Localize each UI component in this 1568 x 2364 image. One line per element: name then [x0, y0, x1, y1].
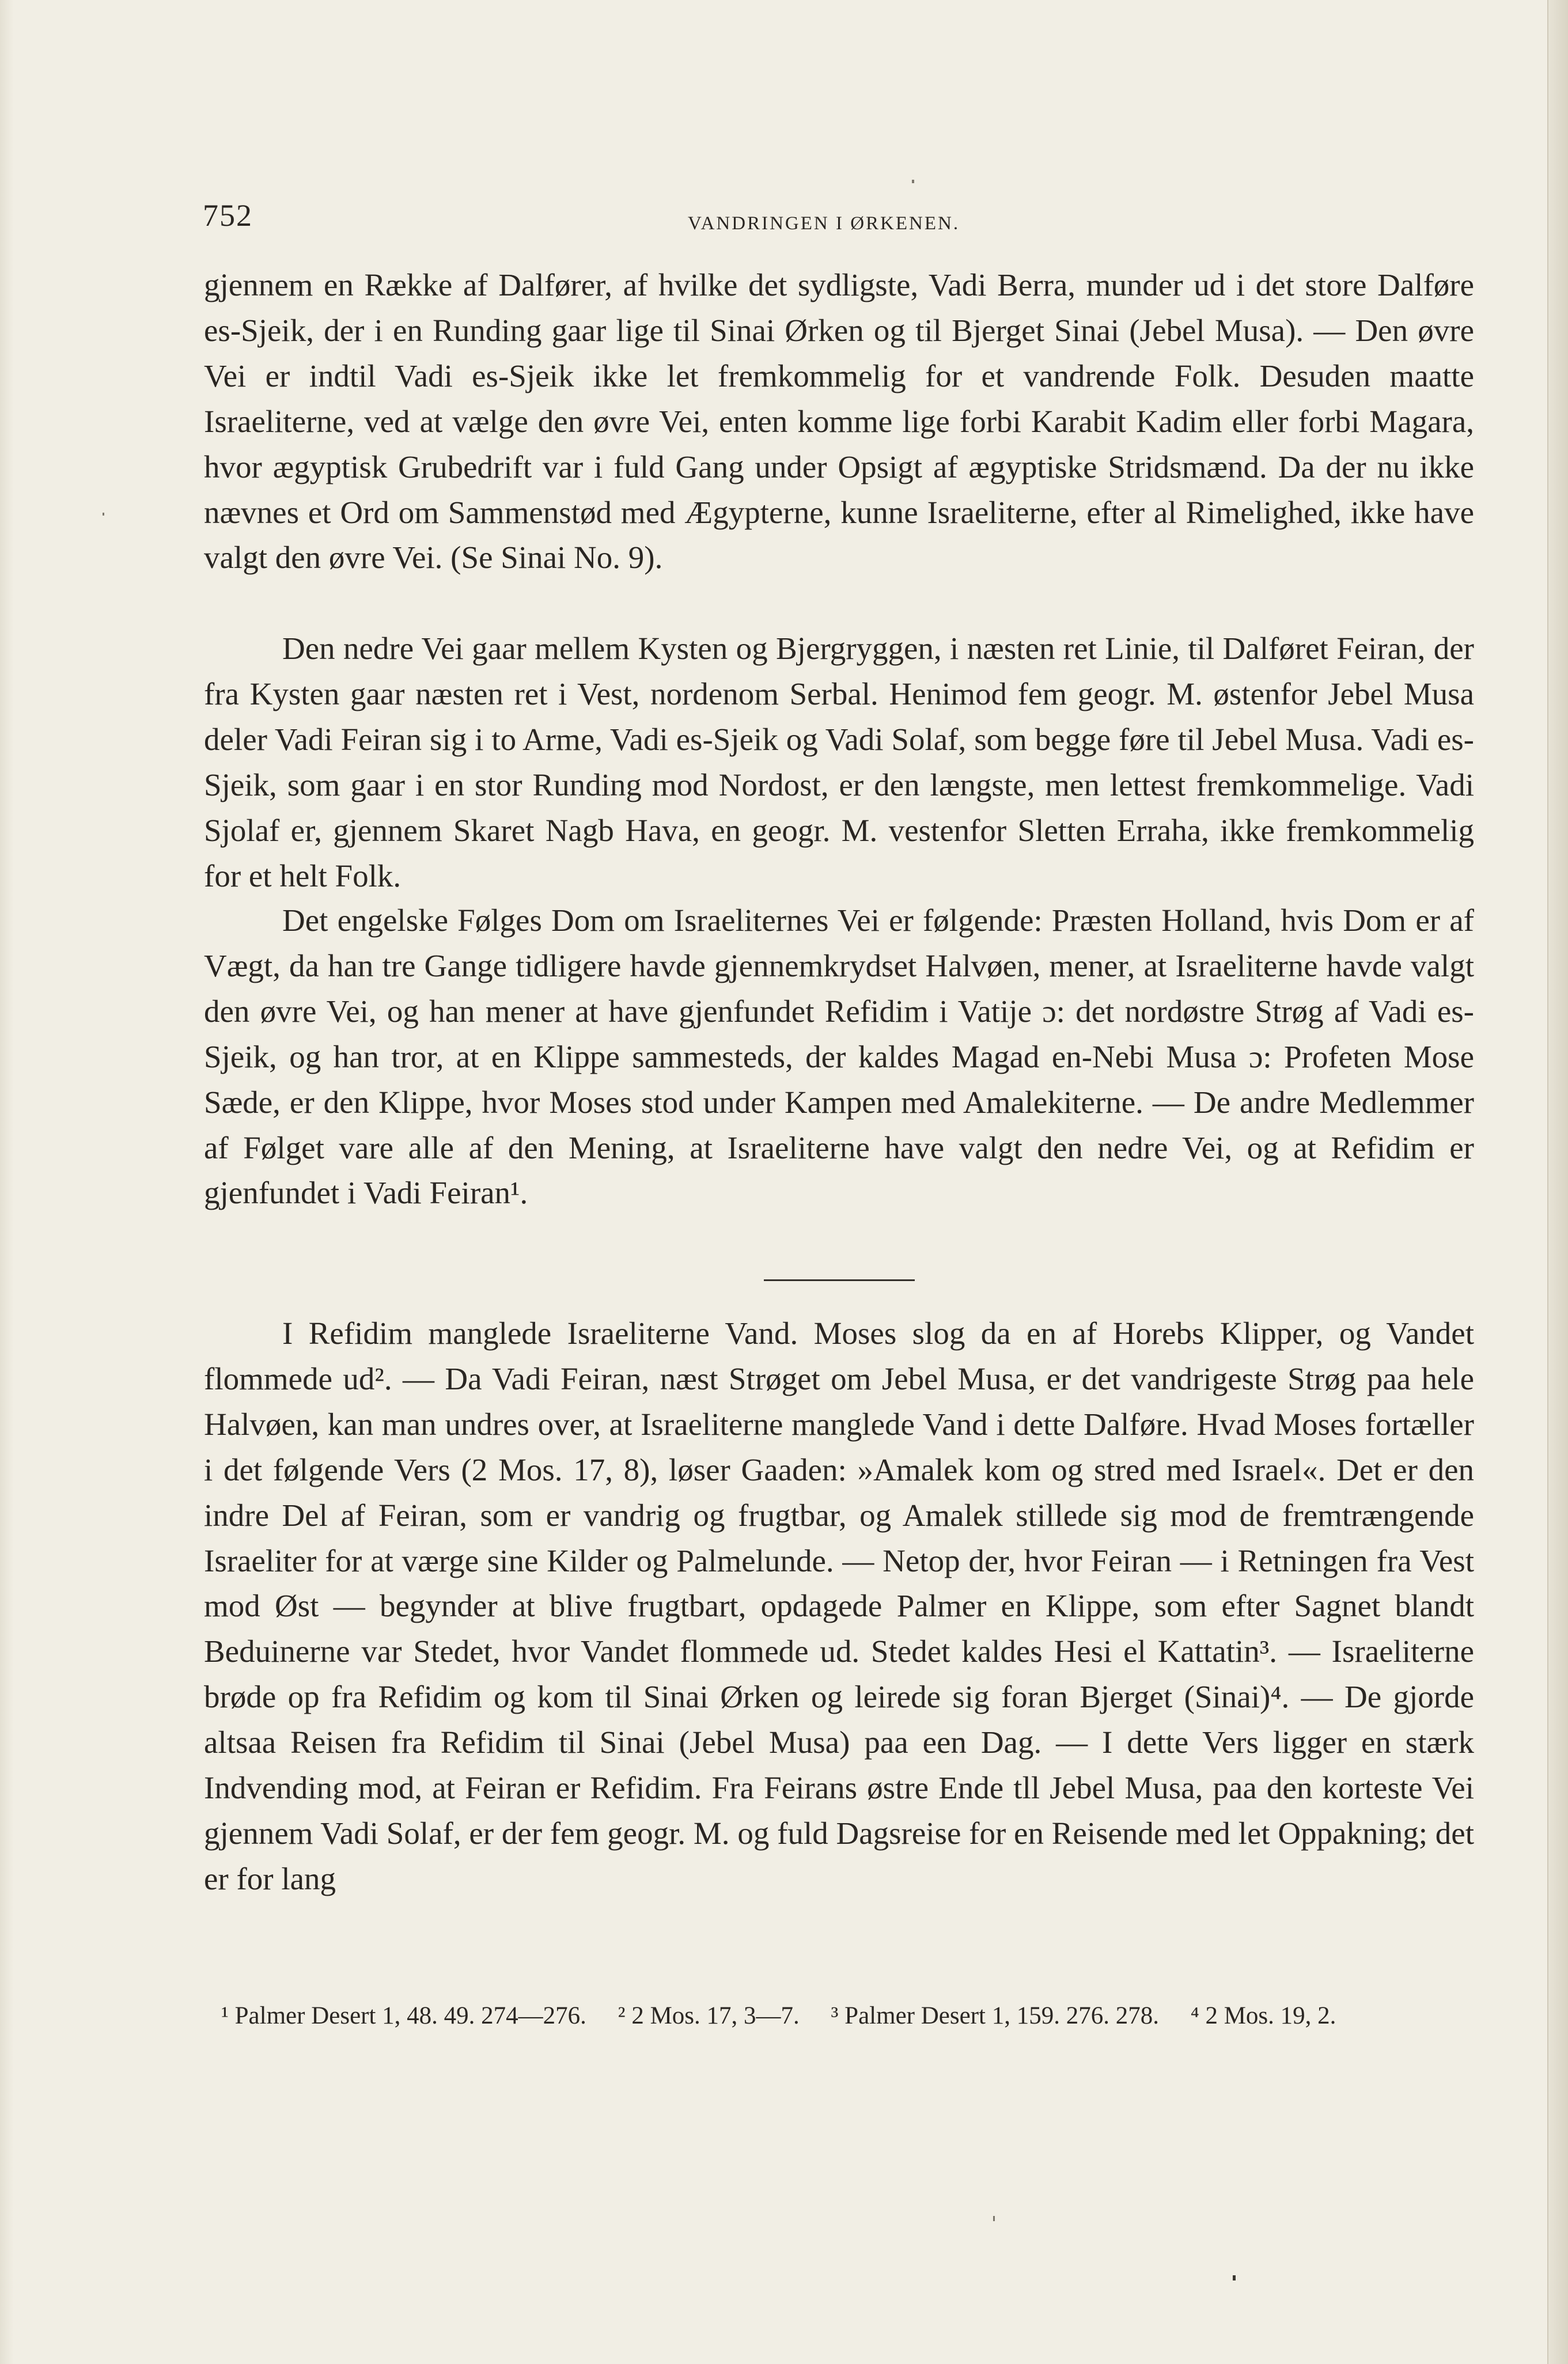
section-divider [764, 1279, 915, 1281]
footnotes [221, 1999, 1471, 2033]
running-title: VANDRINGEN I ØRKENEN. [688, 213, 960, 234]
footnote-2: ² 2 Mos. 17, 3—7. [618, 2002, 800, 2029]
page-left-shadow [0, 0, 14, 2364]
running-header [203, 194, 1482, 245]
page-right-edge [1547, 0, 1568, 2364]
paragraph-2: Den nedre Vei gaar mellem Kysten og Bjergryggen, i næsten ret Linie, til Dalføret Feiran, der fra Kysten gaar næsten ret i Vest, nordenom Serbal. Henimod fem geogr. M. østenfor Jebel Musa deler Vadi Feiran sig i to Arme, Vadi es-Sjeik og Vadi Solaf, som begge føre til Jebel Musa. Vadi es-Sjeik, som gaar i en stor Runding mod Nordost, er den længste, men lettest fremkommelige. Vadi Sjolaf er, gjennem Skaret Nagb Hava, en geogr. M. vestenfor Sletten Erraha, ikke fremkommelig for et helt Folk. [204, 631, 1474, 893]
footnote-1: ¹ Palmer Desert 1, 48. 49. 274—276. [221, 2002, 586, 2029]
paper-speck [912, 180, 914, 183]
paper-speck [103, 513, 104, 516]
paragraph-4: I Refidim manglede Israeliterne Vand. Moses slog da en af Horebs Klipper, og Vandet flommede ud². — Da Vadi Feiran, næst Strøget om Jebel Musa, er det vandrigeste Strøg paa hele Halvøen, kan man undres over, at Israeliterne manglede Vand i dette Dalføre. Hvad Moses fortæller i det følgende Vers (2 Mos. 17, 8), løser Gaaden: »Amalek kom og stred med Israel«. Det er den indre Del af Feiran, som er vandrig og frugtbar, og Amalek stillede sig mod de fremtrængende Israeliter for at værge sine Kilder og Palmelunde. — Netop der, hvor Feiran — i Retningen fra Vest mod Øst — begynder at blive frugtbart, opdagede Palmer en Klippe, som efter Sagnet blandt Beduinerne var Stedet, hvor Vandet flommede ud. Stedet kaldes Hesi el Kattatin³. — Israeliterne brøde op fra Refidim og kom til Sinai Ørken og leirede sig foran Bjerget (Sinai)⁴. — De gjorde altsaa Reisen fra Refidim til Sinai (Jebel Musa) paa een Dag. — I dette Vers ligger en stærk Indvending mod, at Feiran er Refidim. Fra Feirans østre Ende tll Jebel Musa, paa den korteste Vei gjennem Vadi Solaf, er der fem geogr. M. og fuld Dagsreise for en Reisende med let Oppakning; det er for lang [204, 1316, 1474, 1896]
paragraph-1: gjennem en Række af Dalfører, af hvilke det sydligste, Vadi Berra, munder ud i det store Dalføre es-Sjeik, der i en Runding gaar lige til Sinai Ørken og til Bjerget Sinai (Jebel Musa). — Den øvre Vei er indtil Vadi es-Sjeik ikke let fremkommelig for et vandrende Folk. Desuden maatte Israeliterne, ved at vælge den øvre Vei, enten komme lige forbi Karabit Kadim eller forbi Magara, hvor ægyptisk Grubedrift var i fuld Gang under Opsigt af ægyptiske Stridsmænd. Da der nu ikke nævnes et Ord om Sammenstød med Ægypterne, kunne Israeliterne, efter al Rimelighed, ikke have valgt den øvre Vei. (Se Sinai No. 9). [204, 267, 1474, 575]
footnote-4: ⁴ 2 Mos. 19, 2. [1190, 2002, 1336, 2029]
paper-speck [993, 2216, 995, 2221]
paper-speck [1233, 2275, 1236, 2280]
footnote-3: ³ Palmer Desert 1, 159. 276. 278. [831, 2002, 1159, 2029]
page-number: 752 [203, 198, 253, 233]
paragraph-3: Det engelske Følges Dom om Israeliternes Vei er følgende: Præsten Holland, hvis Dom er af Vægt, da han tre Gange tidligere havde gjennemkrydset Halvøen, mener, at Israeliterne havde valgt den øvre Vei, og han mener at have gjenfundet Refidim i Vatije ɔ: det nordøstre Strøg af Vadi es-Sjeik, og han tror, at en Klippe sammesteds, der kaldes Magad en-Nebi Musa ɔ: Profeten Mose Sæde, er den Klippe, hvor Moses stod under Kampen med Amalekiterne. — De andre Medlemmer af Følget vare alle af den Mening, at Israeliterne have valgt den nedre Vei, og at Refidim er gjenfundet i Vadi Feiran¹. [204, 903, 1474, 1211]
